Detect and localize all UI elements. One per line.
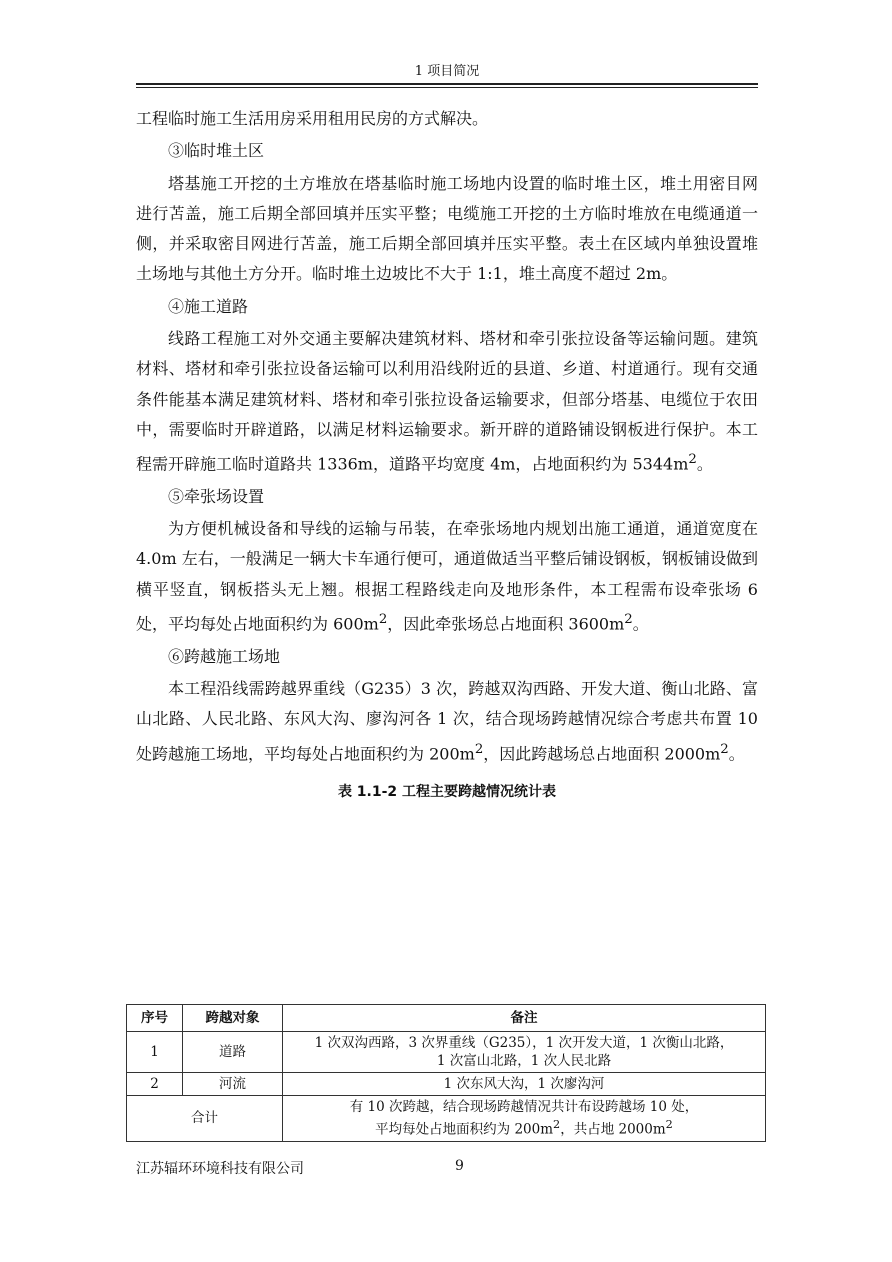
note-line: 1 次双沟西路，3 次界重线（G235），1 次开发大道，1 次衡山北路， bbox=[314, 1035, 734, 1051]
superscript: 2 bbox=[624, 612, 633, 628]
table-row bbox=[127, 1032, 766, 1073]
subheading-tension-field: ⑤牵张场设置 bbox=[168, 486, 265, 506]
text-run: 。 bbox=[632, 614, 649, 634]
table-caption: 表 1.1-2 工程主要跨越情况统计表 bbox=[337, 784, 557, 801]
superscript: 2 bbox=[665, 1118, 673, 1131]
text-run: ，因此跨越场总占地面积 2000m bbox=[483, 743, 721, 763]
note-line: 有 10 次跨越，结合现场跨越情况共计布设跨越场 10 处， bbox=[349, 1099, 699, 1115]
text-run: 线路工程施工对外交通主要解决建筑材料、塔材和牵引张拉设备等运输问题。建筑材料、塔材和牵引张拉设备运输可以利用沿线附近的县道、乡道、村道通行。现有交通条件能基本满足建筑材料、塔材和牵引张拉设备运输要求，但部分塔基、电缆位于农田中，需要临时开辟道路，以满足材料运输要求。新开辟的道路铺设钢板进行保护。本工程需开辟施工临时道路共 1336m，道路平均宽度 4m，占地面积约为 5344m bbox=[136, 329, 758, 474]
note-line: 平均每处占地面积约为 200m bbox=[375, 1121, 554, 1138]
cell-object: 道路 bbox=[183, 1032, 283, 1073]
note-line: 1 次富山北路，1 次人民北路 bbox=[436, 1053, 612, 1069]
footer-company: 江苏辐环环境科技有限公司 bbox=[136, 1161, 304, 1177]
paragraph-temp-stockpile: 塔基施工开挖的土方堆放在塔基临时施工场地内设置的临时堆土区，堆土用密目网进行苫盖，施工后期全部回填并压实平整；电缆施工开挖的土方临时堆放在电缆通道一侧，并采取密目网进行苫盖，施工后期全部回填并压实平整。表土在区域内单独设置堆土场地与其他土方分开。临时堆土边坡比不大于 1:1，堆土高度不超过 2m。 bbox=[136, 173, 758, 284]
superscript: 2 bbox=[688, 452, 697, 468]
cell-no: 1 bbox=[127, 1032, 183, 1073]
text-run: ，因此牵张场总占地面积 3600m bbox=[387, 614, 625, 634]
subheading-crossing-site: ⑥跨越施工场地 bbox=[168, 646, 281, 666]
col-header-no: 序号 bbox=[127, 1005, 183, 1032]
subheading-temp-stockpile: ③临时堆土区 bbox=[168, 141, 265, 161]
table-total-row bbox=[127, 1096, 766, 1142]
page-number: 9 bbox=[455, 1158, 464, 1174]
paragraph-construction-road bbox=[136, 324, 758, 480]
text-run: 本工程沿线需跨越界重线（G235）3 次，跨越双沟西路、开发大道、衡山北路、富山北路、人民北路、东风大沟、廖沟河各 1 次，结合现场跨越情况综合考虑共布置 10 处跨越施工场地，平均每处占地面积约为 200m bbox=[136, 679, 758, 763]
col-header-note: 备注 bbox=[283, 1005, 766, 1032]
cell-total-note bbox=[283, 1096, 766, 1142]
superscript: 2 bbox=[553, 1118, 561, 1131]
cell-note bbox=[283, 1032, 766, 1073]
text-run: 为方便机械设备和导线的运输与吊装，在牵张场地内规划出施工通道，通道宽度在 4.0m 左右，一般满足一辆大卡车通行便可，通道做适当平整后铺设钢板，钢板铺设做到横平竖直，钢板搭头无上翘。根据工程路线走向及地形条件，本工程需布设牵张场 6 处，平均每处占地面积约为 600m bbox=[136, 519, 758, 634]
paragraph-tension-field bbox=[136, 514, 758, 640]
document-body bbox=[136, 104, 758, 805]
text-run: 。 bbox=[696, 454, 713, 474]
subheading-construction-road: ④施工道路 bbox=[168, 296, 249, 316]
cell-total-label: 合计 bbox=[127, 1096, 283, 1142]
note-line: ，共占地 2000m bbox=[560, 1121, 666, 1138]
table-row bbox=[127, 1073, 766, 1096]
header-rule-thin bbox=[136, 87, 758, 88]
superscript: 2 bbox=[474, 741, 484, 757]
table-header-row bbox=[127, 1005, 766, 1032]
superscript: 2 bbox=[720, 741, 729, 757]
text-run: 。 bbox=[728, 743, 745, 763]
cell-no: 2 bbox=[127, 1073, 183, 1096]
superscript: 2 bbox=[378, 612, 388, 628]
crossing-statistics-table bbox=[126, 1004, 766, 1142]
paragraph-continuation: 工程临时施工生活用房采用租用民房的方式解决。 bbox=[136, 109, 489, 128]
running-header: 1 项目简况 bbox=[414, 64, 480, 79]
paragraph-crossing-site bbox=[136, 674, 758, 769]
col-header-object: 跨越对象 bbox=[183, 1005, 283, 1032]
header-rule-thick bbox=[136, 83, 758, 85]
cell-object: 河流 bbox=[183, 1073, 283, 1096]
cell-note: 1 次东风大沟，1 次廖沟河 bbox=[283, 1073, 766, 1096]
